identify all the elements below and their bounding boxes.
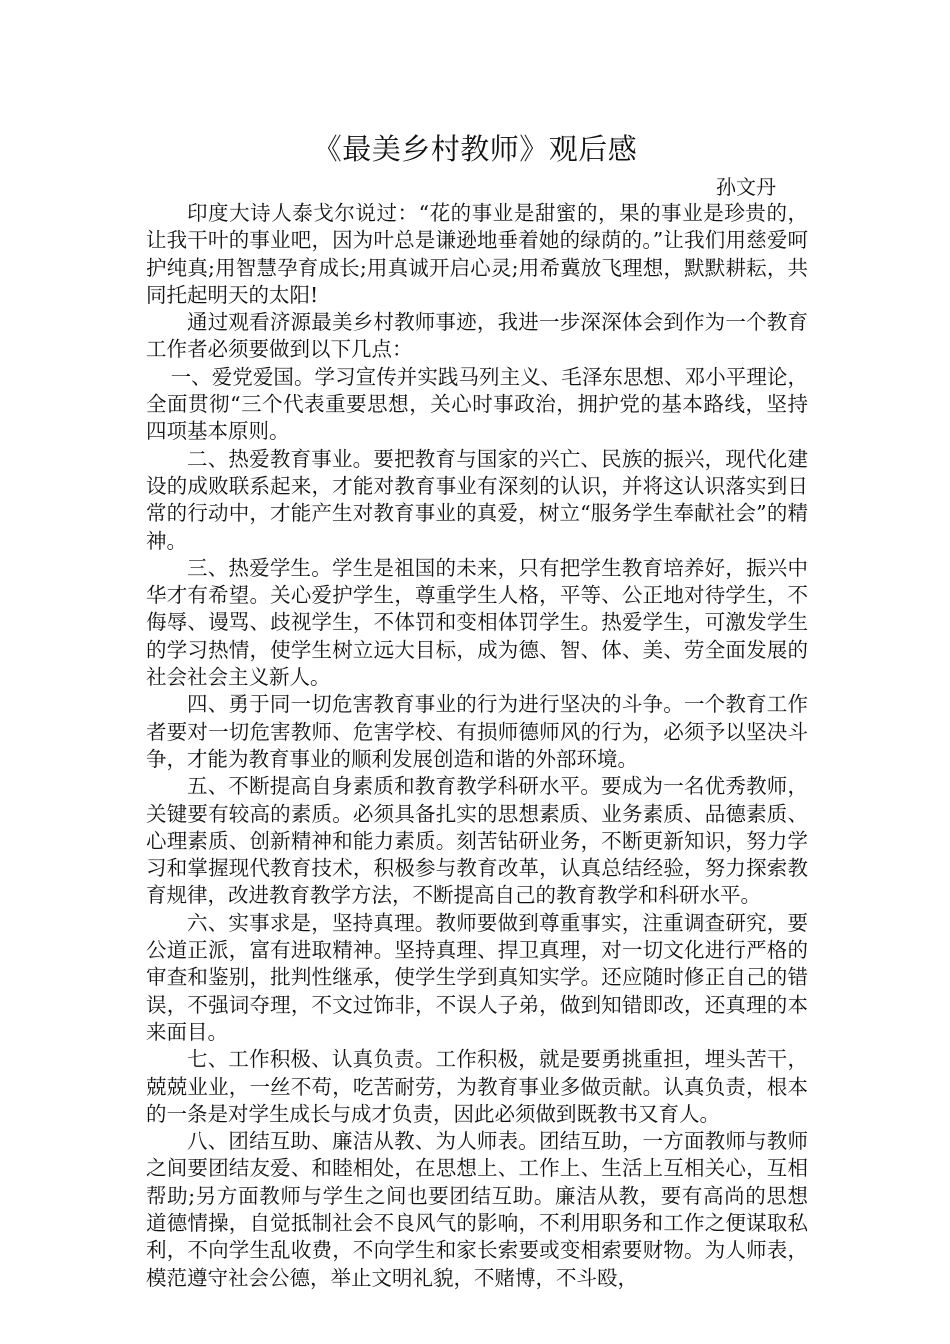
document-body [146, 200, 808, 1292]
paragraph-point-6: 六、实事求是，坚持真理。教师要做到尊重事实，注重调查研究，要公道正派，富有进取精神。坚持真理、捍卫真理，对一切文化进行严格的审查和鉴别，批判性继承，使学生学到真知实学。还应随时修正自己的错误，不强词夺理，不文过饰非，不误人子弟，做到知错即改，还真理的本来面目。 [146, 910, 808, 1044]
document-title: 《最美乡村教师》观后感 [312, 132, 638, 166]
paragraph-point-4: 四、勇于同一切危害教育事业的行为进行坚决的斗争。一个教育工作者要对一切危害教师、危害学校、有损师德师风的行为，必须予以坚决斗争，才能为教育事业的顺利发展创造和谐的外部环境。 [146, 692, 808, 771]
paragraph-point-3: 三、热爱学生。学生是祖国的未来，只有把学生教育培养好，振兴中华才有希望。关心爱护学生，尊重学生人格，平等、公正地对待学生，不侮辱、谩骂、歧视学生，不体罚和变相体罚学生。热爱学生，可激发学生的学习热情，使学生树立远大目标，成为德、智、体、美、劳全面发展的社会社会主义新人。 [146, 555, 808, 690]
paragraph-intro-quote: 印度大诗人泰戈尔说过：“花的事业是甜蜜的，果的事业是珍贵的，让我干叶的事业吧，因为叶总是谦逊地垂着她的绿荫的。”让我们用慈爱呵护纯真;用智慧孕育成长;用真诚开启心灵;用希冀放飞理想，默默耕耘，共同托起明天的太阳! [146, 201, 808, 307]
paragraph-point-7: 七、工作积极、认真负责。工作积极，就是要勇挑重担，埋头苦干，兢兢业业，一丝不苟，吃苦耐劳，为教育事业多做贡献。认真负责，根本的一条是对学生成长与成才负责，因此必须做到既教书又育人。 [146, 1047, 808, 1126]
author-name: 孙文丹 [716, 175, 776, 199]
paragraph-point-8: 八、团结互助、廉洁从教、为人师表。团结互助，一方面教师与教师之间要团结友爱、和睦相处，在思想上、工作上、生活上互相关心，互相帮助;另方面教师与学生之间也要团结互助。廉洁从教，要有高尚的思想道德情操，自觉抵制社会不良风气的影响，不利用职务和工作之便谋取私利，不向学生乱收费，不向学生和家长索要或变相索要财物。为人师表，模范遵守社会公德，举止文明礼貌，不赌博，不斗殴， [146, 1129, 808, 1290]
paragraph-intro-summary: 通过观看济源最美乡村教师事迹，我进一步深深体会到作为一个教育工作者必须要做到以下几点： [146, 310, 808, 362]
paragraph-point-1: 一、爱党爱国。学习宣传并实践马列主义、毛泽东思想、邓小平理论，全面贯彻“三个代表重要思想，关心时事政治，拥护党的基本路线，坚持四项基本原则。 [146, 364, 808, 444]
paragraph-point-5: 五、不断提高自身素质和教育教学科研水平。要成为一名优秀教师，关键要有较高的素质。必须具备扎实的思想素质、业务素质、品德素质、心理素质、创新精神和能力素质。刻苦钻研业务，不断更新知识，努力学习和掌握现代教育技术，积极参与教育改革，认真总结经验，努力探索教育规律，改进教育教学方法，不断提高自己的教育教学和科研水平。 [146, 774, 808, 908]
paragraph-point-2: 二、热爱教育事业。要把教育与国家的兴亡、民族的振兴，现代化建设的成败联系起来，才能对教育事业有深刻的认识，并将这认识落实到日常的行动中，才能产生对教育事业的真爱，树立“服务学生奉献社会”的精神。 [146, 446, 808, 553]
